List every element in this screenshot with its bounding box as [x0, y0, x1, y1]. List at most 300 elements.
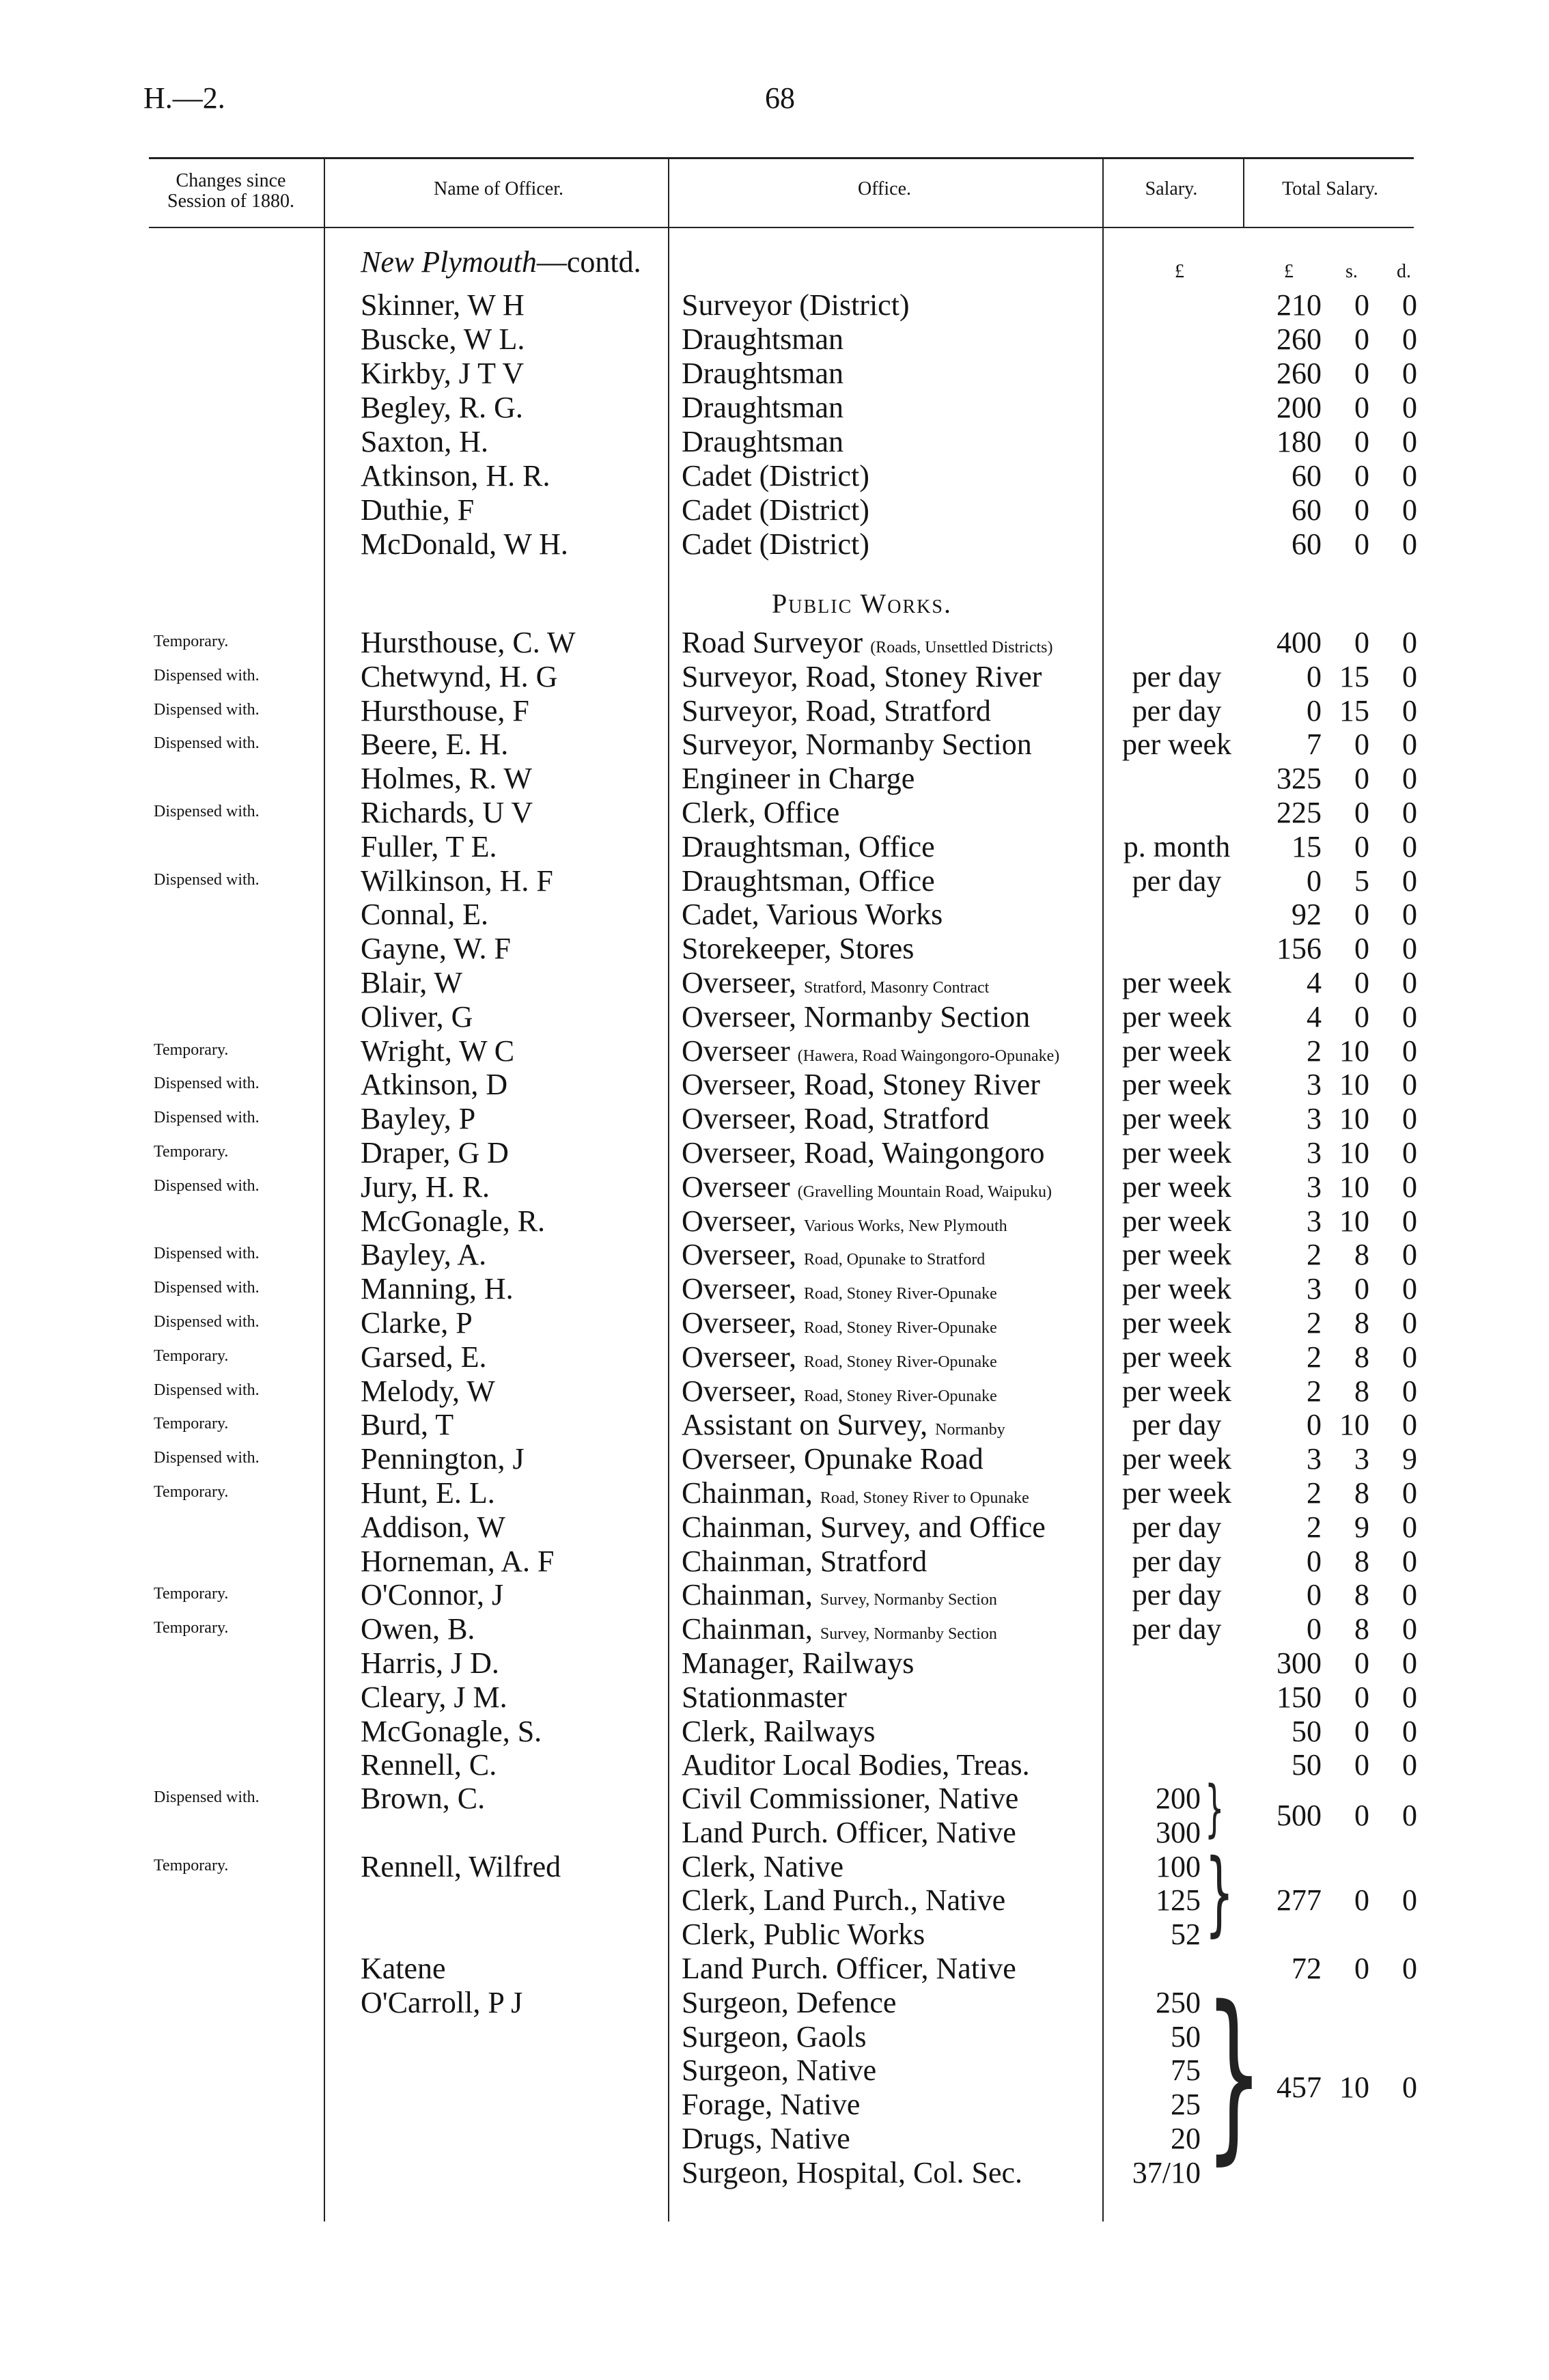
salary-amount: 250 [1156, 1985, 1201, 2019]
change-note: Dispensed with. [154, 700, 260, 719]
total-pounds: 72 [1292, 1952, 1322, 1985]
change-note: Dispensed with. [154, 1176, 260, 1195]
table-row [0, 288, 1549, 322]
officer-name: Wilkinson, H. F [361, 863, 553, 898]
change-note: Temporary. [154, 1585, 229, 1603]
change-note: Dispensed with. [154, 1279, 260, 1297]
table-row [0, 1442, 1549, 1476]
office-text [682, 1680, 847, 1719]
office-main: Overseer, [682, 1306, 797, 1340]
office-text: Civil Commissioner, Native [682, 1782, 1019, 1815]
office-text [682, 1102, 989, 1141]
total-pence: 0 [1402, 1204, 1417, 1238]
total-pounds: 0 [1307, 863, 1322, 898]
section-place: New Plymouth [361, 245, 537, 279]
total-pounds: 277 [1276, 1883, 1322, 1918]
total-shillings: 8 [1354, 1306, 1369, 1340]
table-row [0, 864, 1549, 898]
total-pounds: 3 [1307, 1170, 1322, 1204]
total-pence: 0 [1402, 288, 1417, 322]
office-detail: Road, Stoney River-Opunake [804, 1285, 997, 1303]
office-text [682, 762, 915, 801]
total-pence: 0 [1402, 693, 1417, 728]
total-pence: 0 [1402, 1476, 1417, 1510]
office-main: Surveyor, Normanby Section [682, 728, 1032, 762]
total-shillings: 0 [1354, 425, 1369, 458]
officer-name: Saxton, H. [361, 425, 488, 458]
table-row [0, 1204, 1549, 1239]
salary-rate: per week [1121, 1136, 1231, 1170]
group-line [0, 1850, 1549, 1884]
change-note: Temporary. [154, 633, 229, 650]
officer-name: Begley, R. G. [361, 391, 523, 424]
table-row [0, 1374, 1549, 1409]
column-header-name: Name of Officer. [434, 178, 563, 199]
change-note: Dispensed with. [154, 803, 260, 820]
total-shillings: 10 [1339, 1204, 1369, 1238]
group-line [0, 1918, 1549, 1952]
office-main: Overseer [682, 1170, 790, 1204]
salary-rate: per week [1121, 1034, 1231, 1068]
total-pounds: 3 [1307, 1102, 1322, 1136]
total-pence: 0 [1402, 1748, 1417, 1782]
office-text: Forage, Native [682, 2088, 861, 2122]
total-shillings: 0 [1354, 493, 1369, 527]
table-row [0, 1748, 1549, 1782]
total-shillings: 0 [1354, 1883, 1369, 1918]
office-main: Overseer, Road, Stratford [682, 1102, 990, 1136]
officer-name: Skinner, W H [361, 288, 525, 322]
officer-name: McGonagle, R. [361, 1204, 546, 1238]
office-text [682, 357, 843, 396]
officer-name: Kirkby, J T V [361, 357, 525, 390]
office-text [682, 1068, 1040, 1107]
office-text [682, 830, 935, 869]
salary-amount: 37/10 [1132, 2155, 1201, 2189]
total-pence: 0 [1402, 626, 1417, 659]
officer-name: Buscke, W L. [361, 322, 525, 356]
total-pence: 0 [1402, 829, 1417, 863]
office-text [682, 1408, 1005, 1447]
office-text [682, 1442, 983, 1481]
change-note: Temporary. [154, 1483, 229, 1501]
total-pounds: 7 [1307, 728, 1322, 762]
total-pence: 9 [1402, 1442, 1417, 1476]
table-row [0, 762, 1549, 796]
salary-rate: per week [1121, 1272, 1231, 1306]
total-pence: 0 [1402, 1340, 1417, 1374]
table-row [0, 932, 1549, 966]
table-row [0, 1510, 1549, 1545]
total-shillings: 0 [1354, 288, 1369, 322]
total-shillings: 0 [1354, 391, 1369, 424]
total-pence: 0 [1402, 322, 1417, 356]
total-pence: 0 [1402, 1952, 1417, 1985]
group-total [0, 1883, 1549, 1918]
salary-rate: per week [1121, 1068, 1231, 1102]
table-row [0, 830, 1549, 864]
salary-amount: 52 [1171, 1918, 1201, 1952]
table-row [0, 1340, 1549, 1374]
total-pounds: 50 [1292, 1748, 1322, 1782]
office-main: Surveyor (District) [682, 288, 910, 322]
office-text [682, 1034, 1059, 1073]
salary-rate: per week [1121, 1204, 1231, 1238]
total-pounds: 2 [1307, 1034, 1322, 1068]
table-row [0, 391, 1549, 425]
salary-rate: per week [1121, 1374, 1231, 1408]
salary-amount: 20 [1171, 2122, 1201, 2155]
change-note: Dispensed with. [154, 1109, 260, 1127]
office-main: Draughtsman [682, 391, 844, 424]
salary-rate: per week [1121, 1476, 1231, 1510]
office-text: Drugs, Native [682, 2122, 850, 2155]
total-pence: 0 [1402, 1170, 1417, 1204]
total-shillings: 10 [1339, 1068, 1369, 1102]
total-pounds: 210 [1276, 288, 1322, 322]
total-pence: 0 [1402, 1374, 1417, 1408]
office-main: Chainman, [682, 1578, 813, 1612]
office-text [682, 1204, 1007, 1243]
officer-name: Hursthouse, C. W [361, 626, 576, 659]
total-pounds: 156 [1276, 932, 1322, 966]
table-row [0, 1545, 1549, 1579]
officer-name: Gayne, W. F [361, 932, 511, 966]
table-row [0, 1000, 1549, 1034]
office-main: Draughtsman [682, 425, 844, 458]
office-detail: Road, Stoney River-Opunake [804, 1319, 997, 1337]
officer-name: McGonagle, S. [361, 1714, 542, 1748]
officer-name: Manning, H. [361, 1272, 514, 1306]
office-detail: Road, Opunake to Stratford [804, 1251, 986, 1269]
change-note: Dispensed with. [154, 734, 260, 753]
officer-name: Brown, C. [361, 1782, 486, 1815]
office-main: Manager, Railways [682, 1646, 915, 1680]
total-pence: 0 [1402, 1680, 1417, 1714]
salary-amount: 125 [1156, 1883, 1201, 1918]
office-main: Chainman, Stratford [682, 1544, 927, 1578]
office-main: Overseer, [682, 966, 797, 999]
total-shillings: 0 [1354, 1272, 1369, 1306]
total-pence: 0 [1402, 728, 1417, 762]
salary-amount: 200 [1156, 1782, 1201, 1815]
total-pence: 0 [1402, 2071, 1417, 2105]
office-text [682, 1170, 1052, 1209]
document-code: H.—2. [143, 81, 225, 115]
officer-name: Bayley, A. [361, 1238, 487, 1272]
salary-rate: per day [1132, 1612, 1222, 1646]
total-shillings: 0 [1354, 1798, 1369, 1832]
officer-name: Duthie, F [361, 493, 475, 527]
total-pence: 0 [1402, 493, 1417, 527]
total-pence: 0 [1402, 1238, 1417, 1272]
salary-amount: 75 [1171, 2053, 1201, 2088]
total-pounds: 60 [1292, 527, 1322, 561]
salary-rate: per day [1132, 659, 1222, 693]
office-detail: Road, Stoney River-Opunake [804, 1353, 997, 1371]
total-pence: 0 [1402, 1798, 1417, 1832]
office-detail: (Roads, Unsettled Districts) [870, 639, 1053, 656]
total-shillings: 8 [1354, 1578, 1369, 1612]
total-pounds: 2 [1307, 1340, 1322, 1374]
table-row [0, 527, 1549, 562]
total-pounds: 3 [1307, 1068, 1322, 1102]
total-pence: 0 [1402, 1646, 1417, 1680]
total-pounds: 260 [1276, 322, 1322, 356]
office-detail: (Hawera, Road Waingongoro-Opunake) [797, 1047, 1060, 1065]
total-unit-pounds: £ [1284, 261, 1294, 282]
total-shillings: 0 [1354, 1680, 1369, 1714]
office-text [682, 796, 839, 835]
change-note: Dispensed with. [154, 1245, 260, 1263]
group-line [0, 2020, 1549, 2054]
office-text [682, 493, 869, 532]
total-shillings: 8 [1354, 1544, 1369, 1578]
office-main: Surveyor, Road, Stoney River [682, 659, 1042, 693]
office-main: Chainman, [682, 1476, 813, 1510]
total-shillings: 15 [1339, 659, 1369, 693]
total-pounds: 60 [1292, 493, 1322, 527]
officer-name: Cleary, J M. [361, 1680, 507, 1714]
office-text [682, 1238, 985, 1277]
total-pounds: 15 [1292, 829, 1322, 863]
change-note: Dispensed with. [154, 1313, 260, 1331]
office-main: Overseer [682, 1034, 790, 1068]
officer-name: Blair, W [361, 966, 462, 999]
total-pounds: 2 [1307, 1510, 1322, 1544]
total-pounds: 4 [1307, 966, 1322, 999]
change-note: Dispensed with. [154, 1075, 260, 1093]
office-main: Overseer, [682, 1204, 797, 1238]
total-shillings: 5 [1354, 863, 1369, 898]
total-pounds: 180 [1276, 425, 1322, 458]
total-pounds: 300 [1276, 1646, 1322, 1680]
total-pence: 0 [1402, 796, 1417, 829]
total-pounds: 0 [1307, 1544, 1322, 1578]
total-shillings: 0 [1354, 1714, 1369, 1748]
table-row [0, 1034, 1549, 1068]
table-row [0, 1102, 1549, 1136]
total-pounds: 2 [1307, 1374, 1322, 1408]
change-note: Temporary. [154, 1856, 229, 1874]
office-main: Overseer, [682, 1272, 797, 1306]
total-pounds: 0 [1307, 659, 1322, 693]
office-text: Surgeon, Gaols [682, 2019, 867, 2053]
office-main: Cadet (District) [682, 493, 869, 527]
salary-rate: per day [1132, 1510, 1222, 1544]
table-row [0, 898, 1549, 932]
office-main: Road Surveyor [682, 626, 863, 659]
total-pounds: 3 [1307, 1272, 1322, 1306]
column-header-total-salary: Total Salary. [1282, 178, 1378, 199]
table-row [0, 1408, 1549, 1442]
column-divider-salary [1243, 158, 1244, 227]
office-detail: Stratford, Masonry Contract [804, 979, 990, 997]
salary-rate: p. month [1123, 829, 1231, 863]
total-pounds: 4 [1307, 999, 1322, 1034]
officer-name: Pennington, J [361, 1442, 525, 1476]
office-text [682, 1306, 997, 1345]
officer-name: Horneman, A. F [361, 1544, 555, 1578]
total-pounds: 3 [1307, 1136, 1322, 1170]
officer-name: O'Connor, J [361, 1578, 504, 1612]
total-pence: 0 [1402, 1272, 1417, 1306]
total-shillings: 0 [1354, 1646, 1369, 1680]
total-shillings: 10 [1339, 1408, 1369, 1442]
salary-rate: per week [1121, 966, 1231, 999]
office-main: Surveyor, Road, Stratford [682, 693, 991, 728]
table-row [0, 1068, 1549, 1102]
total-pence: 0 [1402, 762, 1417, 796]
total-pence: 0 [1402, 1408, 1417, 1442]
office-detail: (Gravelling Mountain Road, Waipuku) [797, 1182, 1052, 1201]
total-pence: 0 [1402, 1612, 1417, 1646]
office-detail: Normanby [935, 1421, 1005, 1439]
table-row [0, 1715, 1549, 1749]
table-row [0, 694, 1549, 728]
office-main: Draughtsman, Office [682, 863, 935, 898]
office-text [682, 322, 843, 361]
salary-rate: per week [1121, 1170, 1231, 1204]
office-text [682, 1340, 997, 1379]
table-row [0, 322, 1549, 357]
salary-rate: per day [1132, 693, 1222, 728]
office-main: Overseer, Road, Waingongoro [682, 1136, 1045, 1170]
table-row [0, 1136, 1549, 1170]
office-main: Cadet (District) [682, 459, 869, 493]
total-pounds: 2 [1307, 1476, 1322, 1510]
total-pence: 0 [1402, 425, 1417, 458]
total-unit-pence: d. [1397, 261, 1411, 282]
total-pounds: 225 [1276, 796, 1322, 829]
total-pounds: 60 [1292, 459, 1322, 493]
salary-amount: 50 [1171, 2019, 1201, 2053]
column-header-changes: Changes since Session of 1880. [167, 170, 294, 212]
total-shillings: 8 [1354, 1374, 1369, 1408]
office-text [682, 1612, 997, 1651]
group-total [0, 2071, 1549, 2105]
total-pounds: 500 [1276, 1798, 1322, 1832]
total-pounds: 457 [1276, 2071, 1322, 2105]
office-detail: Road, Stoney River-Opunake [804, 1387, 997, 1405]
total-pounds: 50 [1292, 1714, 1322, 1748]
officer-name: Jury, H. R. [361, 1170, 490, 1204]
total-shillings: 0 [1354, 357, 1369, 390]
total-shillings: 0 [1354, 626, 1369, 659]
page-number: 68 [765, 81, 795, 115]
total-pence: 0 [1402, 1136, 1417, 1170]
total-shillings: 0 [1354, 966, 1369, 999]
change-note: Temporary. [154, 1040, 229, 1059]
brace-icon: } [1205, 1838, 1234, 1946]
group-line [0, 1986, 1549, 2020]
total-shillings: 0 [1354, 898, 1369, 932]
total-shillings: 0 [1354, 459, 1369, 493]
total-shillings: 0 [1354, 527, 1369, 561]
office-text [682, 626, 1052, 665]
change-note: Dispensed with. [154, 666, 260, 684]
salary-rate: per day [1132, 1578, 1222, 1612]
change-note: Dispensed with. [154, 1788, 260, 1806]
office-main: Overseer, Normanby Section [682, 999, 1031, 1034]
change-note: Temporary. [154, 1415, 229, 1433]
column-header-office: Office. [858, 178, 911, 199]
office-main: Chainman, Survey, and Office [682, 1510, 1046, 1544]
table-row [0, 728, 1549, 762]
table-row [0, 1170, 1549, 1204]
officer-name: Garsed, E. [361, 1340, 487, 1374]
office-text [682, 694, 991, 733]
change-note: Dispensed with. [154, 1449, 260, 1467]
change-note: Dispensed with. [154, 870, 260, 889]
officer-name: Atkinson, H. R. [361, 459, 550, 493]
officer-name: Burd, T [361, 1408, 454, 1442]
salary-rate: per week [1121, 1238, 1231, 1272]
office-detail: Survey, Normanby Section [820, 1625, 997, 1644]
office-text [682, 288, 910, 327]
office-text [682, 391, 843, 430]
office-text: Surgeon, Defence [682, 1985, 897, 2019]
office-main: Assistant on Survey, [682, 1408, 928, 1442]
total-shillings: 0 [1354, 762, 1369, 796]
table-row [0, 1476, 1549, 1510]
public-works-heading: Public Works. [772, 588, 952, 619]
table-row [0, 1612, 1549, 1646]
officer-name: Rennell, C. [361, 1748, 497, 1782]
office-detail: Survey, Normanby Section [820, 1591, 997, 1609]
office-text [682, 1272, 997, 1311]
total-pence: 0 [1402, 1306, 1417, 1340]
officer-name: Draper, G D [361, 1136, 509, 1170]
officer-name: Connal, E. [361, 898, 488, 932]
total-shillings: 0 [1354, 796, 1369, 829]
officer-name: Wright, W C [361, 1034, 515, 1068]
office-text [682, 1545, 927, 1583]
table-row [0, 966, 1549, 1000]
table-row [0, 357, 1549, 391]
officer-name: Katene [361, 1952, 446, 1985]
salary-rate: per week [1121, 1442, 1231, 1476]
table-row [0, 425, 1549, 459]
officer-name: Hunt, E. L. [361, 1476, 495, 1510]
table-row [0, 1306, 1549, 1340]
total-shillings: 10 [1339, 1034, 1369, 1068]
officer-name: McDonald, W H. [361, 527, 568, 561]
total-pence: 0 [1402, 459, 1417, 493]
office-main: Chainman, [682, 1612, 813, 1646]
table-row [0, 1646, 1549, 1680]
office-main: Draughtsman, Office [682, 829, 935, 863]
total-pence: 0 [1402, 898, 1417, 932]
salary-rate: per day [1132, 1544, 1222, 1578]
table-row [0, 1272, 1549, 1306]
office-main: Overseer, [682, 1374, 797, 1408]
salary-rate: per week [1121, 1340, 1231, 1374]
office-text: Surgeon, Hospital, Col. Sec. [682, 2155, 1023, 2189]
officer-name: Beere, E. H. [361, 728, 509, 762]
salary-rate: per day [1132, 1408, 1222, 1442]
office-text [682, 425, 843, 464]
total-pounds: 2 [1307, 1306, 1322, 1340]
header-rule-top [149, 157, 1414, 159]
total-pounds: 325 [1276, 762, 1322, 796]
total-shillings: 10 [1339, 1136, 1369, 1170]
office-text: Clerk, Land Purch., Native [682, 1883, 1006, 1918]
group-total [0, 1952, 1549, 1986]
column-header-salary: Salary. [1145, 178, 1198, 199]
office-text: Land Purch. Officer, Native [682, 1952, 1016, 1985]
total-pounds: 3 [1307, 1204, 1322, 1238]
